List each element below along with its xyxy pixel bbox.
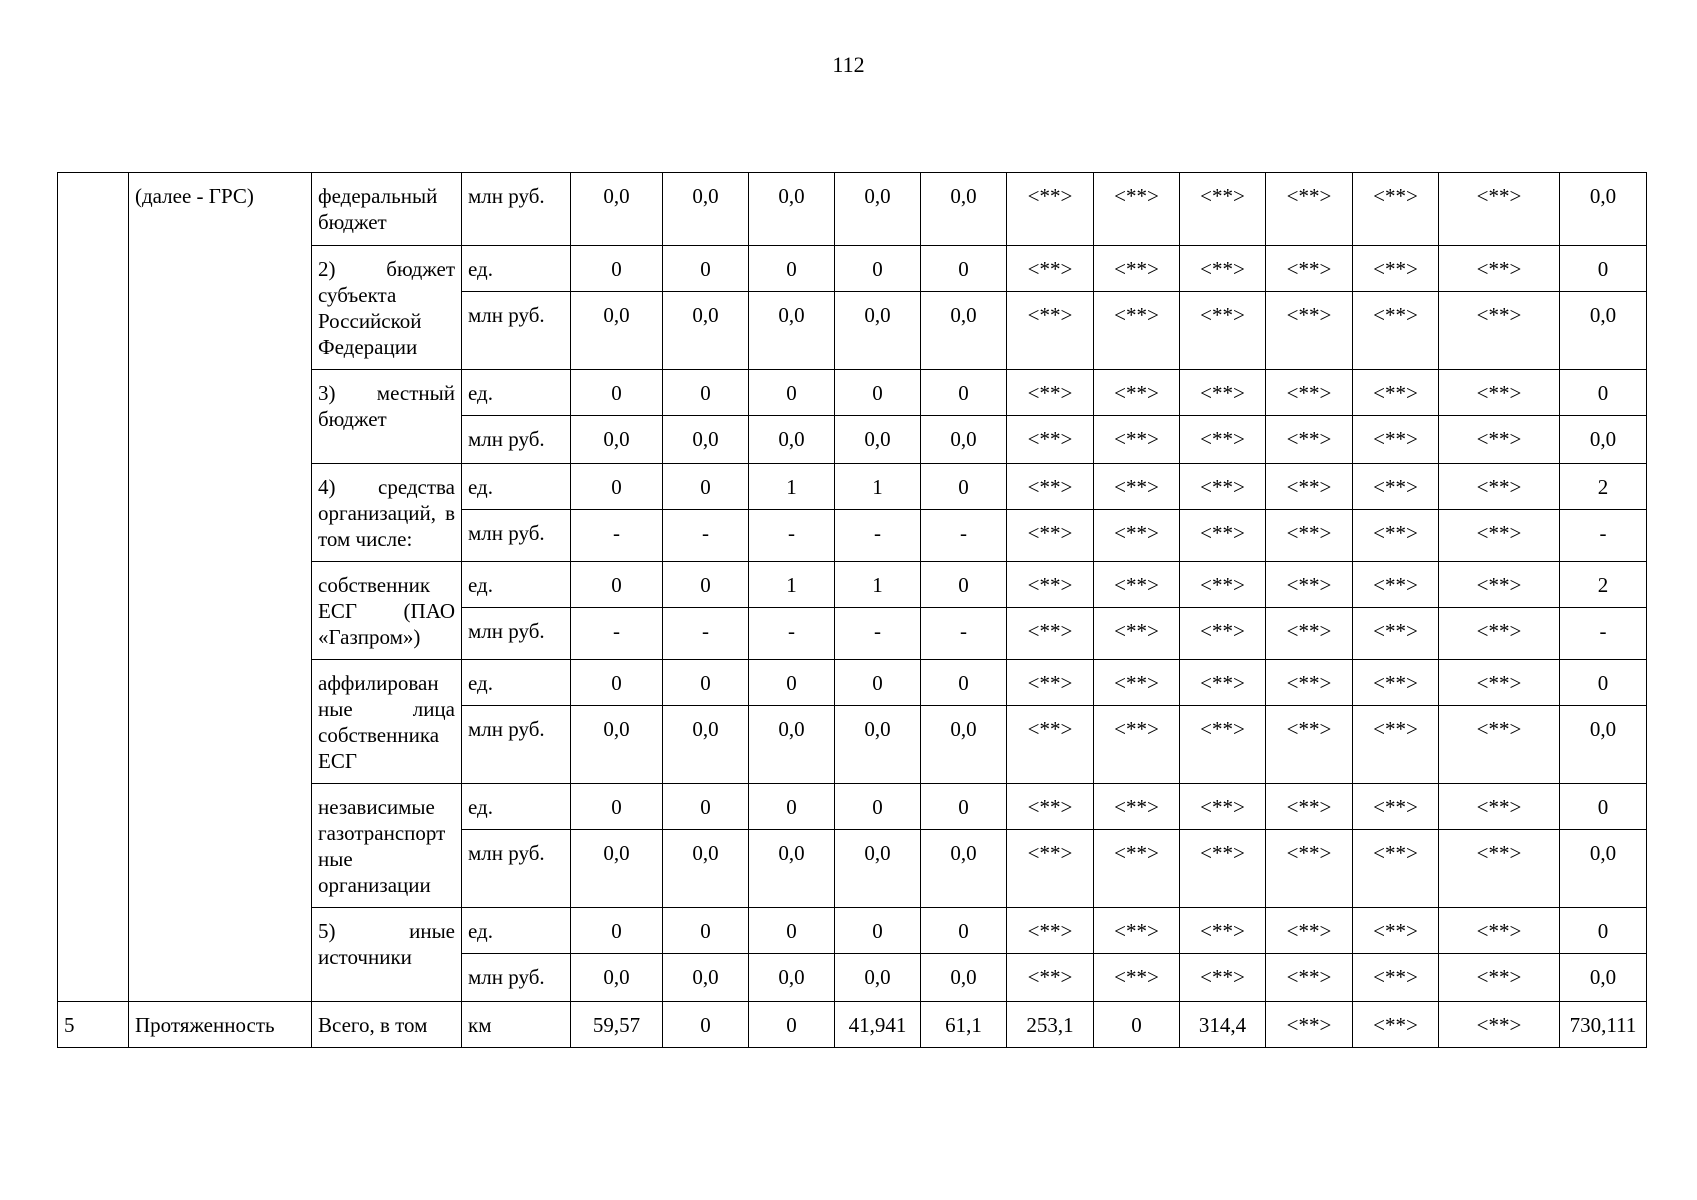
value-cell: 0,0 bbox=[663, 830, 749, 908]
value-cell: 0 bbox=[749, 1002, 835, 1048]
unit-cell: ед. bbox=[462, 908, 571, 954]
value-cell: <**> bbox=[1353, 173, 1439, 246]
value-cell: 0 bbox=[1094, 1002, 1180, 1048]
value-cell: 0 bbox=[571, 562, 663, 608]
value-cell: <**> bbox=[1266, 1002, 1353, 1048]
value-cell: <**> bbox=[1439, 292, 1560, 370]
unit-cell: ед. bbox=[462, 562, 571, 608]
unit-cell: млн руб. bbox=[462, 954, 571, 1002]
value-cell: <**> bbox=[1094, 292, 1180, 370]
value-cell: - bbox=[663, 510, 749, 562]
value-cell: <**> bbox=[1180, 173, 1266, 246]
value-cell: <**> bbox=[1007, 292, 1094, 370]
value-cell: 0,0 bbox=[749, 416, 835, 464]
value-cell: - bbox=[921, 608, 1007, 660]
value-cell: <**> bbox=[1353, 608, 1439, 660]
value-cell: 0,0 bbox=[1560, 830, 1647, 908]
funding-source-cell: 3) местный бюджет bbox=[312, 370, 462, 464]
value-cell: 0,0 bbox=[663, 173, 749, 246]
value-cell: 0,0 bbox=[749, 292, 835, 370]
value-cell: 59,57 bbox=[571, 1002, 663, 1048]
value-cell: - bbox=[1560, 608, 1647, 660]
value-cell: 0 bbox=[921, 464, 1007, 510]
value-cell: <**> bbox=[1180, 830, 1266, 908]
value-cell: 0 bbox=[1560, 370, 1647, 416]
value-cell: <**> bbox=[1180, 292, 1266, 370]
value-cell: <**> bbox=[1439, 246, 1560, 292]
unit-cell: млн руб. bbox=[462, 830, 571, 908]
value-cell: <**> bbox=[1094, 954, 1180, 1002]
funding-source-cell: 4) средства организаций, в том числе: bbox=[312, 464, 462, 562]
value-cell: 61,1 bbox=[921, 1002, 1007, 1048]
value-cell: - bbox=[571, 608, 663, 660]
value-cell: 1 bbox=[835, 562, 921, 608]
value-cell: <**> bbox=[1094, 562, 1180, 608]
value-cell: <**> bbox=[1180, 908, 1266, 954]
value-cell: 0 bbox=[571, 784, 663, 830]
value-cell: 0,0 bbox=[571, 830, 663, 908]
value-cell: 0 bbox=[921, 784, 1007, 830]
value-cell: <**> bbox=[1266, 608, 1353, 660]
value-cell: 0 bbox=[921, 908, 1007, 954]
value-cell: <**> bbox=[1007, 510, 1094, 562]
value-cell: <**> bbox=[1180, 370, 1266, 416]
value-cell: 0,0 bbox=[571, 173, 663, 246]
value-cell: - bbox=[835, 510, 921, 562]
value-cell: <**> bbox=[1266, 173, 1353, 246]
value-cell: 0 bbox=[921, 562, 1007, 608]
value-cell: 0 bbox=[1560, 246, 1647, 292]
table-row bbox=[58, 173, 1647, 246]
value-cell: 0,0 bbox=[835, 954, 921, 1002]
value-cell: 0 bbox=[571, 464, 663, 510]
unit-cell: ед. bbox=[462, 246, 571, 292]
value-cell: <**> bbox=[1180, 608, 1266, 660]
value-cell: <**> bbox=[1094, 246, 1180, 292]
value-cell: 0 bbox=[571, 246, 663, 292]
value-cell: <**> bbox=[1094, 608, 1180, 660]
value-cell: 0,0 bbox=[835, 173, 921, 246]
unit-cell: млн руб. bbox=[462, 292, 571, 370]
value-cell: - bbox=[749, 510, 835, 562]
funding-source-cell: аффилирован ные лица собственника ЕСГ bbox=[312, 660, 462, 784]
value-cell: <**> bbox=[1353, 908, 1439, 954]
value-cell: 0 bbox=[663, 370, 749, 416]
value-cell: <**> bbox=[1353, 370, 1439, 416]
value-cell: <**> bbox=[1353, 562, 1439, 608]
value-cell: <**> bbox=[1094, 830, 1180, 908]
value-cell: - bbox=[921, 510, 1007, 562]
funding-source-cell: собственник ЕСГ (ПАО «Газпром») bbox=[312, 562, 462, 660]
value-cell: <**> bbox=[1180, 416, 1266, 464]
value-cell: <**> bbox=[1266, 954, 1353, 1002]
value-cell: 0 bbox=[749, 784, 835, 830]
value-cell: 0 bbox=[921, 246, 1007, 292]
value-cell: <**> bbox=[1180, 784, 1266, 830]
value-cell: 0,0 bbox=[663, 292, 749, 370]
value-cell: 1 bbox=[749, 464, 835, 510]
value-cell: 0,0 bbox=[571, 416, 663, 464]
value-cell: 0 bbox=[663, 784, 749, 830]
value-cell: 0,0 bbox=[835, 830, 921, 908]
value-cell: <**> bbox=[1439, 562, 1560, 608]
value-cell: <**> bbox=[1353, 954, 1439, 1002]
value-cell: 0,0 bbox=[663, 954, 749, 1002]
value-cell: 0 bbox=[835, 660, 921, 706]
value-cell: <**> bbox=[1094, 370, 1180, 416]
value-cell: <**> bbox=[1180, 954, 1266, 1002]
value-cell: 0 bbox=[663, 1002, 749, 1048]
value-cell: 314,4 bbox=[1180, 1002, 1266, 1048]
value-cell: 0 bbox=[663, 908, 749, 954]
value-cell: <**> bbox=[1353, 292, 1439, 370]
page-number: 112 bbox=[832, 52, 865, 77]
value-cell: 0,0 bbox=[1560, 954, 1647, 1002]
value-cell: 0,0 bbox=[921, 954, 1007, 1002]
value-cell: <**> bbox=[1180, 706, 1266, 784]
value-cell: <**> bbox=[1094, 416, 1180, 464]
value-cell: <**> bbox=[1094, 706, 1180, 784]
value-cell: <**> bbox=[1353, 660, 1439, 706]
value-cell: <**> bbox=[1439, 510, 1560, 562]
value-cell: <**> bbox=[1094, 173, 1180, 246]
value-cell: - bbox=[663, 608, 749, 660]
unit-cell: км bbox=[462, 1002, 571, 1048]
value-cell: <**> bbox=[1094, 510, 1180, 562]
value-cell: 0 bbox=[749, 246, 835, 292]
value-cell: <**> bbox=[1439, 416, 1560, 464]
value-cell: <**> bbox=[1353, 510, 1439, 562]
value-cell: <**> bbox=[1266, 784, 1353, 830]
value-cell: 0 bbox=[835, 246, 921, 292]
value-cell: 0,0 bbox=[1560, 706, 1647, 784]
unit-cell: ед. bbox=[462, 370, 571, 416]
value-cell: <**> bbox=[1439, 660, 1560, 706]
value-cell: 0 bbox=[1560, 660, 1647, 706]
indicator-name-cell: (далее - ГРС) bbox=[129, 173, 312, 1002]
value-cell: 0 bbox=[749, 908, 835, 954]
funding-source-cell: 5) иные источники bbox=[312, 908, 462, 1002]
value-cell: 0 bbox=[663, 562, 749, 608]
value-cell: 0,0 bbox=[835, 292, 921, 370]
value-cell: <**> bbox=[1439, 706, 1560, 784]
value-cell: <**> bbox=[1007, 706, 1094, 784]
value-cell: <**> bbox=[1353, 1002, 1439, 1048]
value-cell: <**> bbox=[1439, 464, 1560, 510]
value-cell: 1 bbox=[835, 464, 921, 510]
value-cell: <**> bbox=[1180, 464, 1266, 510]
funding-source-cell: Всего, в том bbox=[312, 1002, 462, 1048]
value-cell: 0,0 bbox=[921, 830, 1007, 908]
value-cell: 0,0 bbox=[571, 706, 663, 784]
value-cell: <**> bbox=[1007, 246, 1094, 292]
value-cell: <**> bbox=[1007, 464, 1094, 510]
row-number-cell: 5 bbox=[58, 1002, 129, 1048]
value-cell: 2 bbox=[1560, 562, 1647, 608]
value-cell: <**> bbox=[1266, 464, 1353, 510]
value-cell: <**> bbox=[1266, 706, 1353, 784]
value-cell: <**> bbox=[1007, 416, 1094, 464]
value-cell: <**> bbox=[1007, 370, 1094, 416]
value-cell: 1 bbox=[749, 562, 835, 608]
unit-cell: ед. bbox=[462, 660, 571, 706]
value-cell: 0 bbox=[663, 660, 749, 706]
value-cell: <**> bbox=[1353, 784, 1439, 830]
value-cell: <**> bbox=[1180, 246, 1266, 292]
value-cell: 0,0 bbox=[921, 292, 1007, 370]
value-cell: <**> bbox=[1007, 562, 1094, 608]
value-cell: <**> bbox=[1266, 562, 1353, 608]
funding-source-cell: 2) бюджет субъекта Российской Федерации bbox=[312, 246, 462, 370]
value-cell: 0,0 bbox=[571, 292, 663, 370]
value-cell: <**> bbox=[1007, 908, 1094, 954]
value-cell: <**> bbox=[1353, 830, 1439, 908]
value-cell: <**> bbox=[1439, 784, 1560, 830]
value-cell: <**> bbox=[1007, 830, 1094, 908]
unit-cell: млн руб. bbox=[462, 510, 571, 562]
value-cell: <**> bbox=[1180, 510, 1266, 562]
value-cell: <**> bbox=[1266, 510, 1353, 562]
value-cell: 0 bbox=[921, 370, 1007, 416]
value-cell: <**> bbox=[1266, 292, 1353, 370]
value-cell: <**> bbox=[1180, 660, 1266, 706]
value-cell: 0 bbox=[571, 660, 663, 706]
unit-cell: млн руб. bbox=[462, 608, 571, 660]
data-table bbox=[57, 172, 1647, 1048]
value-cell: 0,0 bbox=[1560, 416, 1647, 464]
value-cell: <**> bbox=[1353, 246, 1439, 292]
value-cell: <**> bbox=[1266, 246, 1353, 292]
value-cell: 0,0 bbox=[663, 706, 749, 784]
value-cell: <**> bbox=[1266, 370, 1353, 416]
value-cell: 0 bbox=[835, 370, 921, 416]
value-cell: 0,0 bbox=[1560, 292, 1647, 370]
value-cell: 0,0 bbox=[749, 706, 835, 784]
value-cell: 0 bbox=[749, 660, 835, 706]
unit-cell: млн руб. bbox=[462, 416, 571, 464]
value-cell: <**> bbox=[1353, 464, 1439, 510]
value-cell: 2 bbox=[1560, 464, 1647, 510]
value-cell: <**> bbox=[1094, 784, 1180, 830]
value-cell: <**> bbox=[1353, 706, 1439, 784]
value-cell: - bbox=[571, 510, 663, 562]
value-cell: <**> bbox=[1094, 908, 1180, 954]
value-cell: 0 bbox=[921, 660, 1007, 706]
funding-source-cell: независимые газотранспорт ные организации bbox=[312, 784, 462, 908]
table-body bbox=[58, 173, 1647, 1048]
value-cell: <**> bbox=[1353, 416, 1439, 464]
value-cell: <**> bbox=[1439, 173, 1560, 246]
value-cell: 0 bbox=[835, 908, 921, 954]
value-cell: <**> bbox=[1180, 562, 1266, 608]
value-cell: <**> bbox=[1007, 784, 1094, 830]
row-number-cell bbox=[58, 173, 129, 1002]
funding-source-cell: федеральный бюджет bbox=[312, 173, 462, 246]
value-cell: - bbox=[1560, 510, 1647, 562]
value-cell: <**> bbox=[1007, 954, 1094, 1002]
value-cell: - bbox=[835, 608, 921, 660]
value-cell: 0 bbox=[835, 784, 921, 830]
value-cell: 0 bbox=[1560, 908, 1647, 954]
value-cell: 0 bbox=[749, 370, 835, 416]
value-cell: 0 bbox=[1560, 784, 1647, 830]
value-cell: <**> bbox=[1439, 370, 1560, 416]
value-cell: <**> bbox=[1439, 830, 1560, 908]
value-cell: 0 bbox=[663, 246, 749, 292]
value-cell: <**> bbox=[1094, 464, 1180, 510]
value-cell: 41,941 bbox=[835, 1002, 921, 1048]
value-cell: <**> bbox=[1266, 416, 1353, 464]
value-cell: 0,0 bbox=[921, 173, 1007, 246]
value-cell: <**> bbox=[1266, 830, 1353, 908]
value-cell: <**> bbox=[1266, 660, 1353, 706]
value-cell: 0,0 bbox=[749, 173, 835, 246]
value-cell: 0,0 bbox=[571, 954, 663, 1002]
value-cell: <**> bbox=[1439, 608, 1560, 660]
value-cell: 0,0 bbox=[749, 954, 835, 1002]
unit-cell: ед. bbox=[462, 464, 571, 510]
value-cell: <**> bbox=[1094, 660, 1180, 706]
value-cell: <**> bbox=[1007, 608, 1094, 660]
value-cell: <**> bbox=[1439, 954, 1560, 1002]
value-cell: <**> bbox=[1007, 173, 1094, 246]
value-cell: 0,0 bbox=[663, 416, 749, 464]
unit-cell: ед. bbox=[462, 784, 571, 830]
value-cell: 0,0 bbox=[749, 830, 835, 908]
value-cell: - bbox=[749, 608, 835, 660]
indicator-name-cell: Протяженность bbox=[129, 1002, 312, 1048]
unit-cell: млн руб. bbox=[462, 706, 571, 784]
unit-cell: млн руб. bbox=[462, 173, 571, 246]
value-cell: 0 bbox=[571, 370, 663, 416]
value-cell: 0 bbox=[571, 908, 663, 954]
value-cell: 0,0 bbox=[921, 416, 1007, 464]
value-cell: 730,111 bbox=[1560, 1002, 1647, 1048]
value-cell: <**> bbox=[1007, 660, 1094, 706]
value-cell: 0,0 bbox=[835, 706, 921, 784]
value-cell: 0 bbox=[663, 464, 749, 510]
value-cell: 0,0 bbox=[835, 416, 921, 464]
value-cell: <**> bbox=[1266, 908, 1353, 954]
value-cell: <**> bbox=[1439, 908, 1560, 954]
value-cell: 0,0 bbox=[921, 706, 1007, 784]
value-cell: <**> bbox=[1439, 1002, 1560, 1048]
value-cell: 253,1 bbox=[1007, 1002, 1094, 1048]
value-cell: 0,0 bbox=[1560, 173, 1647, 246]
table-row bbox=[58, 1002, 1647, 1048]
